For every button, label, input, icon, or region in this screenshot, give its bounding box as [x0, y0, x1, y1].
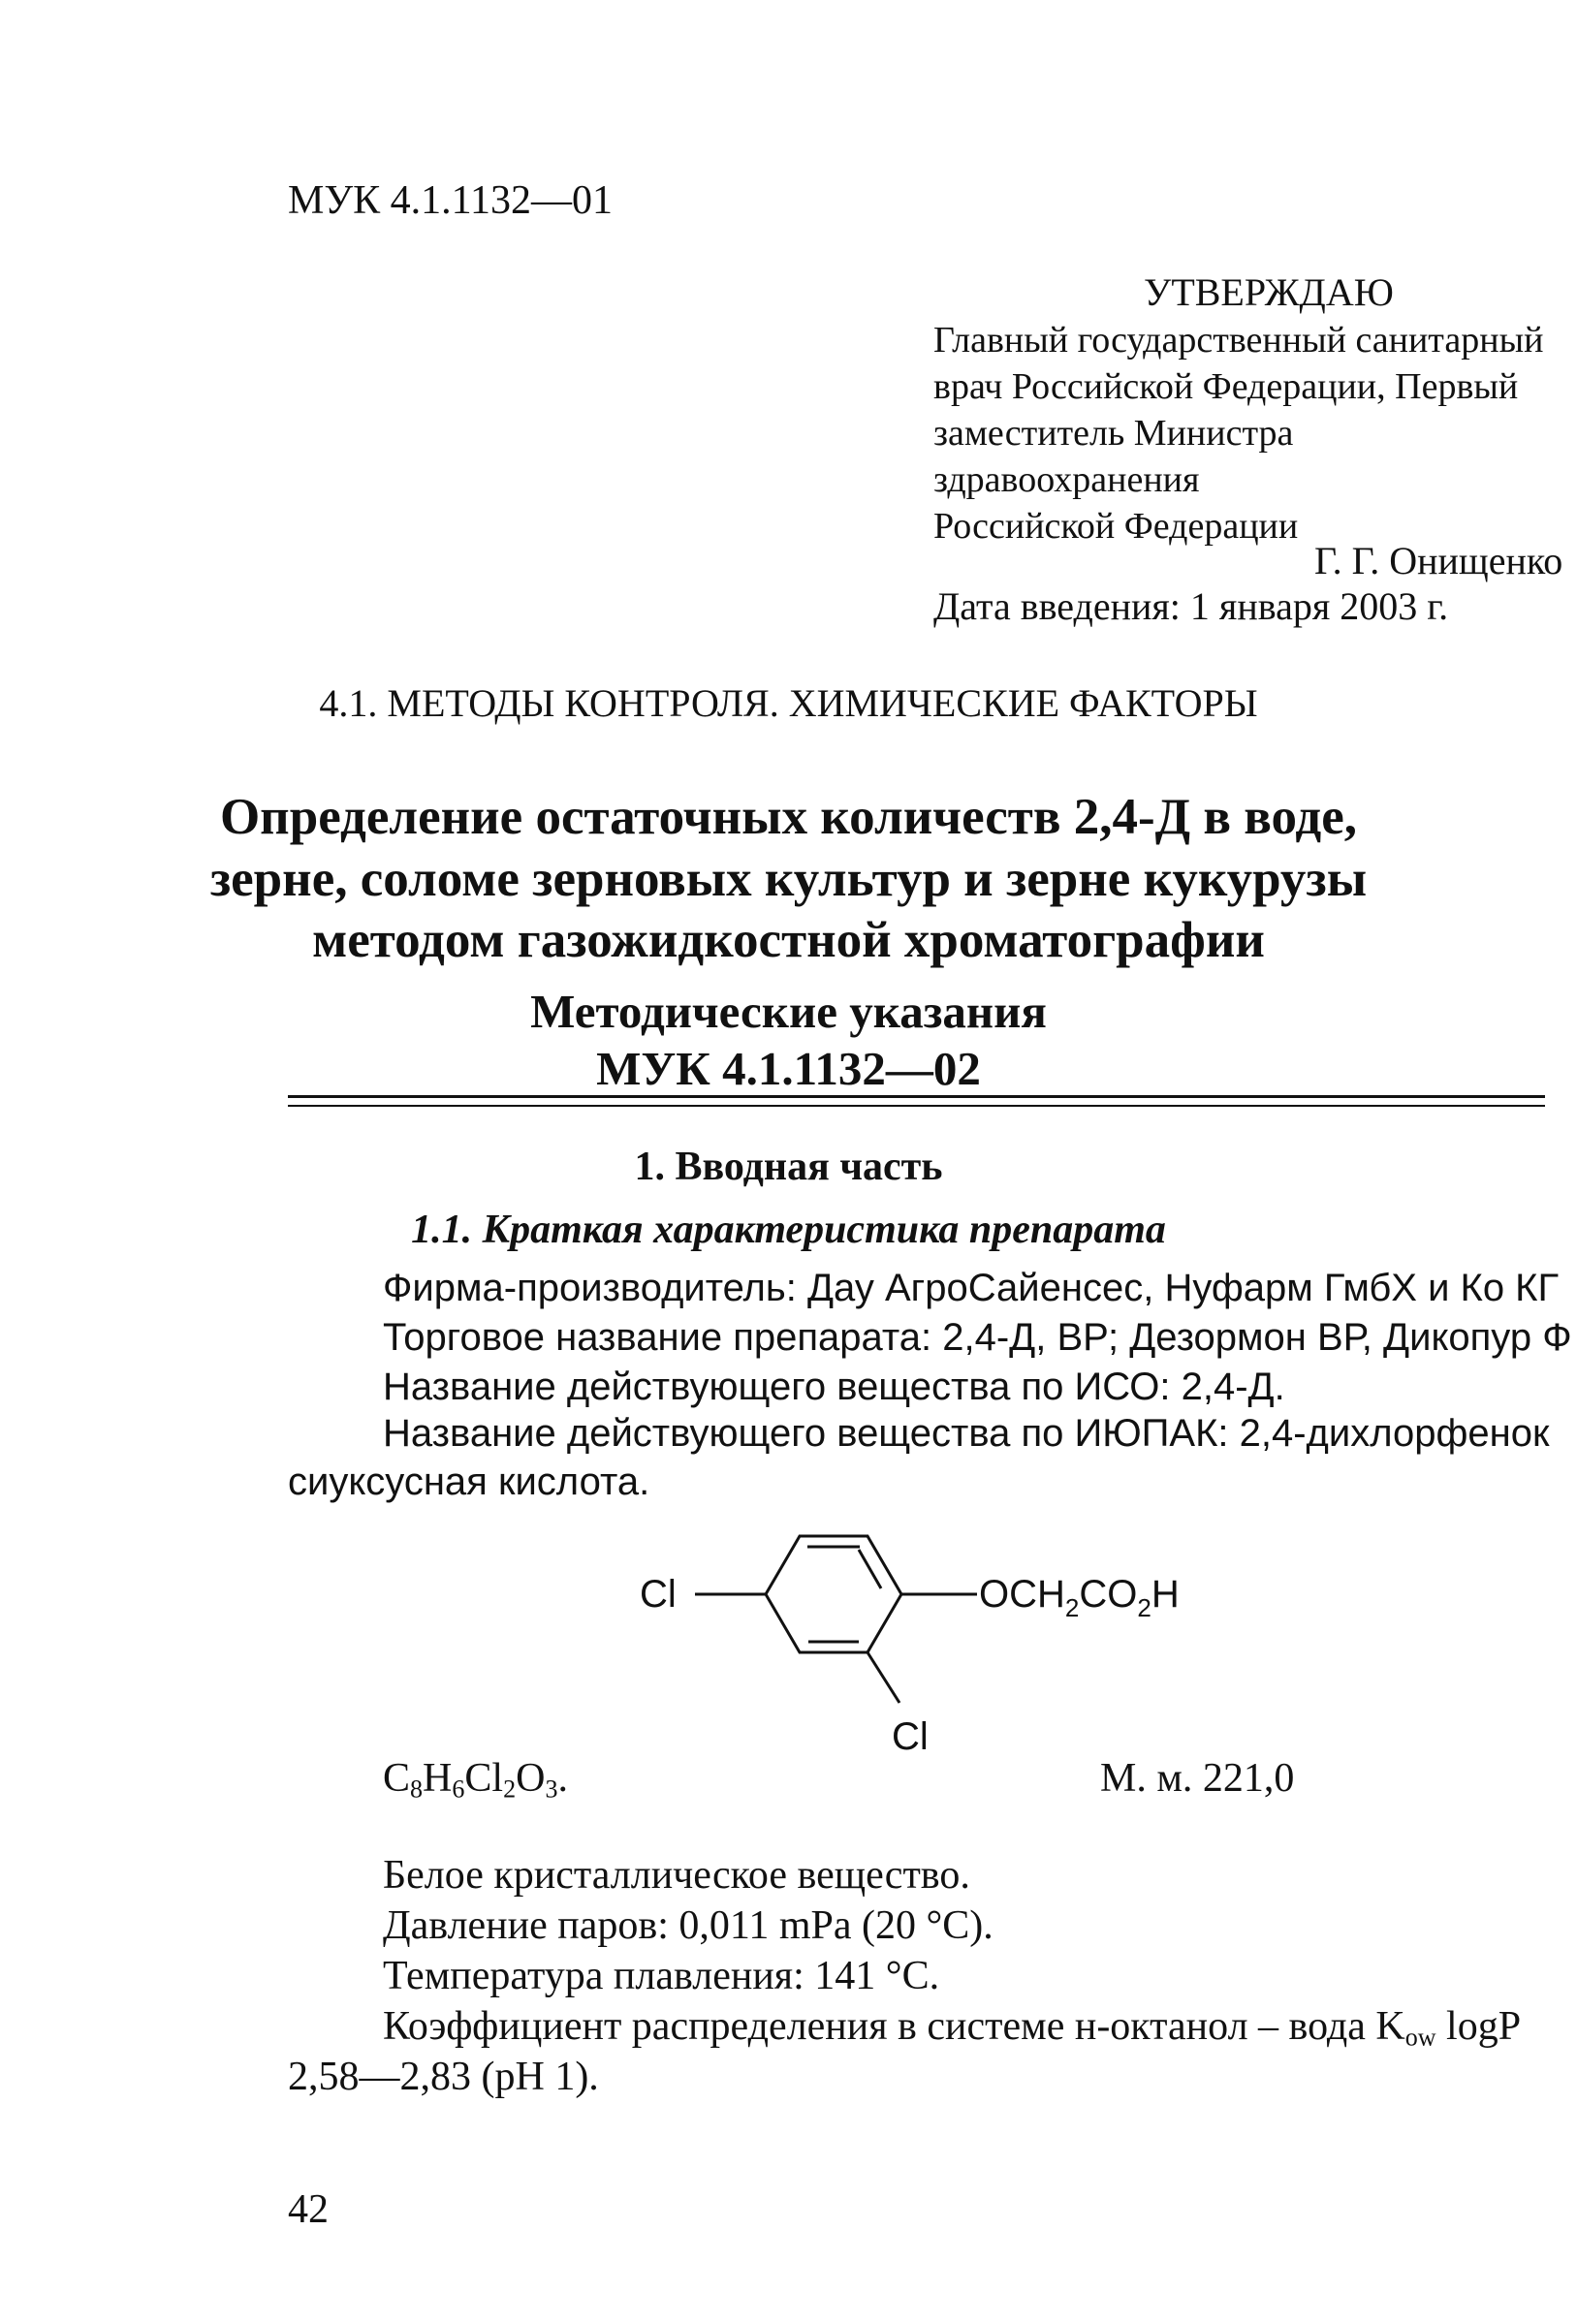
subtitle-code: МУК 4.1.1132—02	[596, 1041, 981, 1095]
molecular-formula: $C_8H_6Cl_2O_3$.	[383, 1756, 568, 1804]
appearance-line: Белое кристаллическое вещество.	[383, 1853, 970, 1898]
subtitle-line: Методические указания	[530, 985, 1047, 1038]
vapor-pressure-line: Давление паров: 0,011 mPa (20 °С).	[383, 1903, 994, 1948]
benzene-ring	[766, 1536, 901, 1652]
document-subtitle	[0, 984, 1577, 1098]
title-line: зерне, соломе зерновых культур и зерне кукурузы	[209, 850, 1368, 907]
approval-line: Главный государственный санитарный	[933, 320, 1544, 361]
approval-line: заместитель Министра здравоохранения	[933, 413, 1294, 500]
chlorine-left-label: Cl	[640, 1573, 677, 1616]
partition-coefficient-line: Коэффициент распределения в системе н-октанол – вода $K_{ow}$ logP	[383, 2004, 1522, 2052]
page-number: 42	[288, 2187, 329, 2232]
title-line: Определение остаточных количеств 2,4-Д в воде,	[219, 789, 1358, 845]
iso-name-line: Название действующего вещества по ИСО: 2,4-Д.	[383, 1366, 1285, 1408]
document-title	[0, 787, 1577, 972]
chlorine-bottom-label: Cl	[892, 1715, 929, 1758]
intro-heading: 1. Вводная часть	[634, 1145, 943, 1189]
title-line: методом газожидкостной хроматографии	[312, 912, 1265, 969]
partition-values-line: 2,58—2,83 (рН 1).	[288, 2055, 599, 2099]
section-heading: 4.1. МЕТОДЫ КОНТРОЛЯ. ХИМИЧЕСКИЕ ФАКТОРЫ	[319, 681, 1258, 725]
oxyacetic-group-label: $OCH_2CO_2H$	[979, 1573, 1180, 1622]
iupac-name-line: Название действующего вещества по ИЮПАК: 2,4-дихлорфенок	[383, 1412, 1550, 1455]
intro-subheading: 1.1. Краткая характеристика препарата	[411, 1208, 1166, 1252]
molar-mass: М. м. 221,0	[1100, 1756, 1295, 1801]
effective-date: Дата введения: 1 января 2003 г.	[933, 584, 1449, 628]
approval-heading: УТВЕРЖДАЮ	[1144, 270, 1394, 314]
iupac-name-continuation: сиуксусная кислота.	[288, 1460, 650, 1503]
divider-thin	[288, 1105, 1545, 1107]
melting-point-line: Температура плавления: 141 °С.	[383, 1954, 940, 1998]
divider-thick	[288, 1095, 1545, 1098]
manufacturer-line: Фирма-производитель: Дау АгроСайенсес, Нуфарм ГмбХ и Ко КГ	[383, 1267, 1560, 1309]
trade-name-line: Торговое название препарата: 2,4-Д, ВР; Дезормон ВР, Дикопур Ф	[383, 1316, 1572, 1359]
document-code: МУК 4.1.1132—01	[288, 178, 614, 223]
structural-formula	[640, 1517, 1221, 1783]
signature-name: Г. Г. Онищенко	[1314, 539, 1563, 582]
approval-line: Российской Федерации	[933, 506, 1299, 547]
approval-block	[933, 317, 1554, 550]
bond-bottom	[867, 1652, 899, 1703]
approval-line: врач Российской Федерации, Первый	[933, 366, 1519, 407]
